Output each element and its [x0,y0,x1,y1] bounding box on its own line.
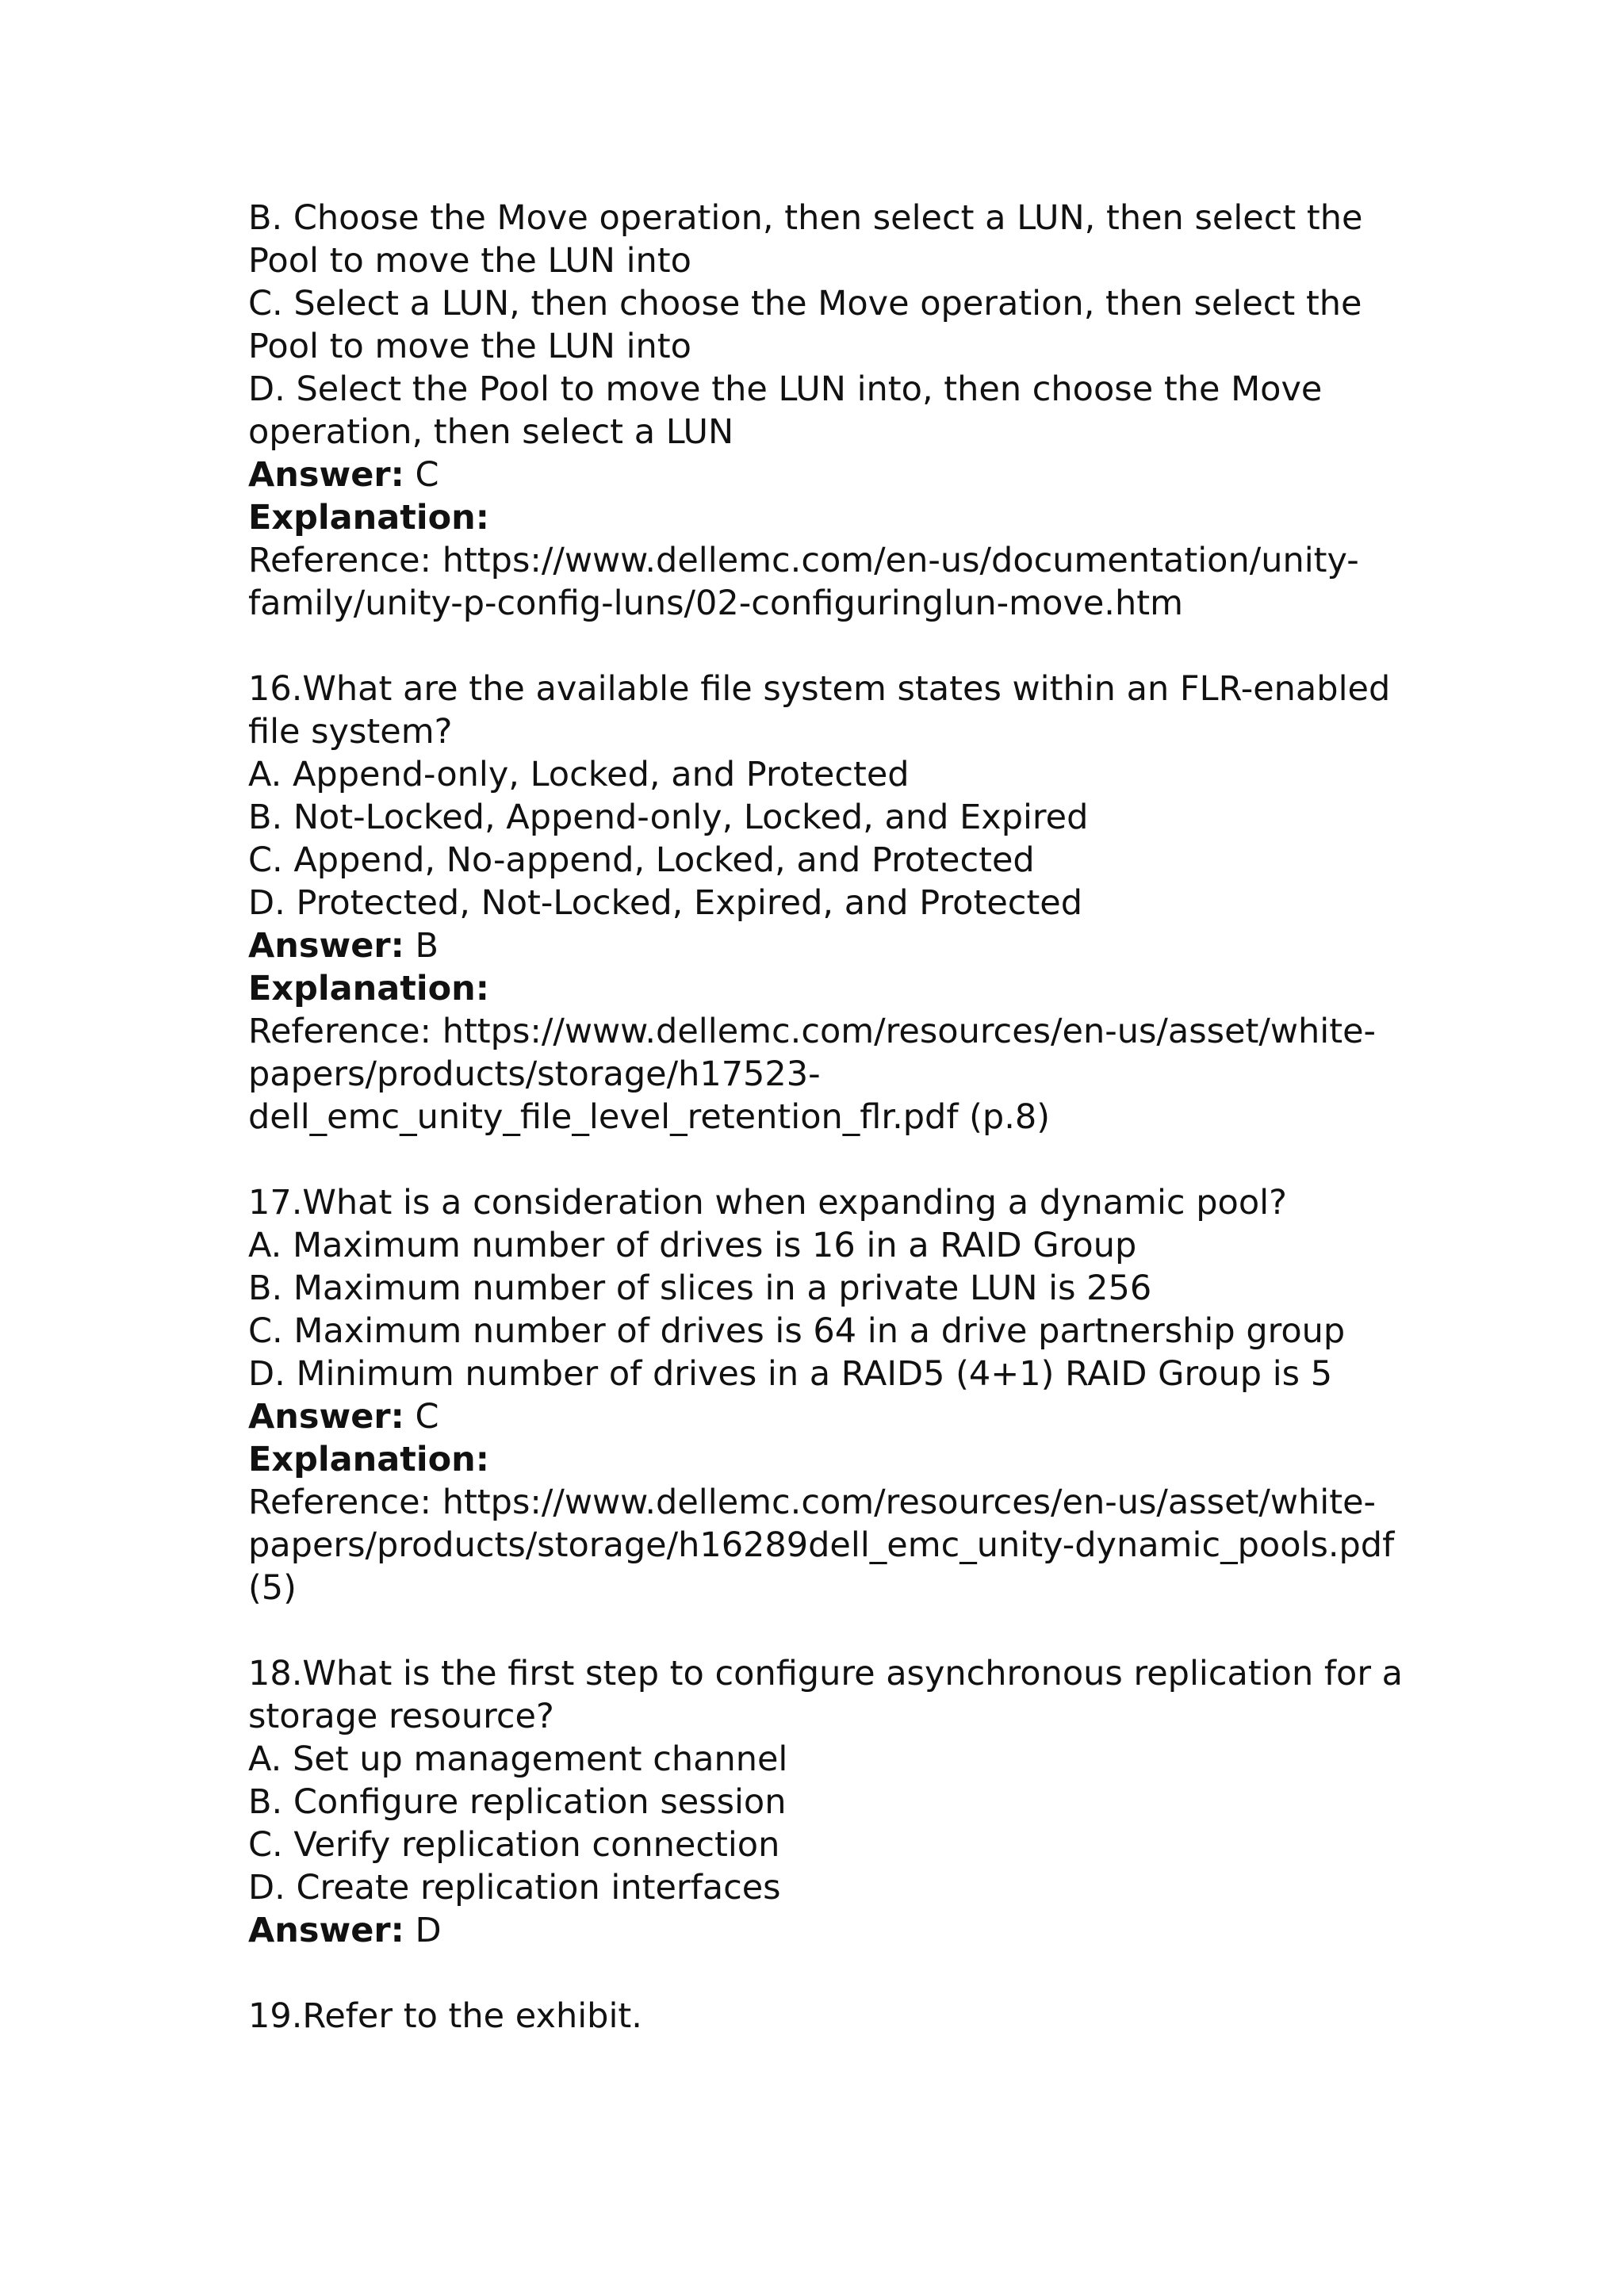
document-page [248,197,1422,2038]
reference-text: Reference: https://www.dellemc.com/en-us/documentation/unity- [248,541,1359,580]
spacer [248,625,1422,668]
answer-value: B [404,926,439,966]
option-a: A. Set up management channel [248,1739,788,1779]
answer-value: C [404,1397,439,1437]
reference-text-cont: family/unity-p-config-luns/02-configuringlun-move.htm [248,584,1183,623]
spacer [248,1138,1422,1181]
spacer [248,1609,1422,1652]
reference-text: Reference: https://www.dellemc.com/resources/en-us/asset/white- [248,1483,1377,1522]
question-text: 18.What is the first step to configure asynchronous replication for a [248,1654,1404,1693]
question-17-block [248,1181,1422,1609]
explanation-label: Explanation: [248,498,489,538]
reference-text-cont: papers/products/storage/h17523- [248,1054,821,1094]
question-19-block [248,1995,1422,2038]
explanation-label: Explanation: [248,969,489,1008]
option-b: B. Choose the Move operation, then select a LUN, then select the [248,198,1363,238]
question-text: 19.Refer to the exhibit. [248,1996,642,2036]
option-c: C. Maximum number of drives is 64 in a drive partnership group [248,1311,1346,1351]
answer-value: D [404,1911,442,1950]
answer-label: Answer: [248,1911,404,1950]
option-d: D. Protected, Not-Locked, Expired, and Protected [248,883,1083,923]
question-18-block [248,1652,1422,1952]
option-d: D. Select the Pool to move the LUN into, then choose the Move [248,369,1323,409]
option-c: C. Append, No-append, Locked, and Protected [248,840,1035,880]
option-b: B. Maximum number of slices in a private LUN is 256 [248,1269,1152,1308]
option-a: A. Maximum number of drives is 16 in a RAID Group [248,1226,1137,1265]
option-b: B. Configure replication session [248,1782,787,1822]
reference-text-cont: papers/products/storage/h16289dell_emc_unity-dynamic_pools.pdf [248,1525,1395,1565]
option-b-cont: Pool to move the LUN into [248,241,691,281]
option-a: A. Append-only, Locked, and Protected [248,755,910,794]
reference-text-cont: dell_emc_unity_file_level_retention_flr.pdf (p.8) [248,1097,1051,1137]
question-16-block [248,668,1422,1138]
answer-line [248,1909,1422,1952]
spacer [248,1952,1422,1995]
reference-text-cont: (5) [248,1568,297,1608]
question-text: 16.What are the available file system states within an FLR-enabled [248,669,1391,709]
answer-value: C [404,455,439,495]
question-text-cont: storage resource? [248,1697,554,1736]
option-d-cont: operation, then select a LUN [248,412,734,452]
answer-label: Answer: [248,1397,404,1437]
option-d: D. Create replication interfaces [248,1868,781,1908]
question-text: 17.What is a consideration when expanding a dynamic pool? [248,1183,1287,1223]
option-d: D. Minimum number of drives in a RAID5 (4+1) RAID Group is 5 [248,1354,1333,1394]
option-c-cont: Pool to move the LUN into [248,327,691,366]
answer-label: Answer: [248,926,404,966]
question-15-block [248,197,1422,625]
option-c: C. Select a LUN, then choose the Move operation, then select the [248,284,1362,323]
answer-label: Answer: [248,455,404,495]
answer-line [248,924,1422,967]
answer-line [248,1395,1422,1438]
reference-text: Reference: https://www.dellemc.com/resources/en-us/asset/white- [248,1012,1377,1051]
option-b: B. Not-Locked, Append-only, Locked, and Expired [248,798,1089,837]
answer-line [248,453,1422,496]
explanation-label: Explanation: [248,1440,489,1479]
question-text-cont: file system? [248,712,453,752]
option-c: C. Verify replication connection [248,1825,780,1865]
